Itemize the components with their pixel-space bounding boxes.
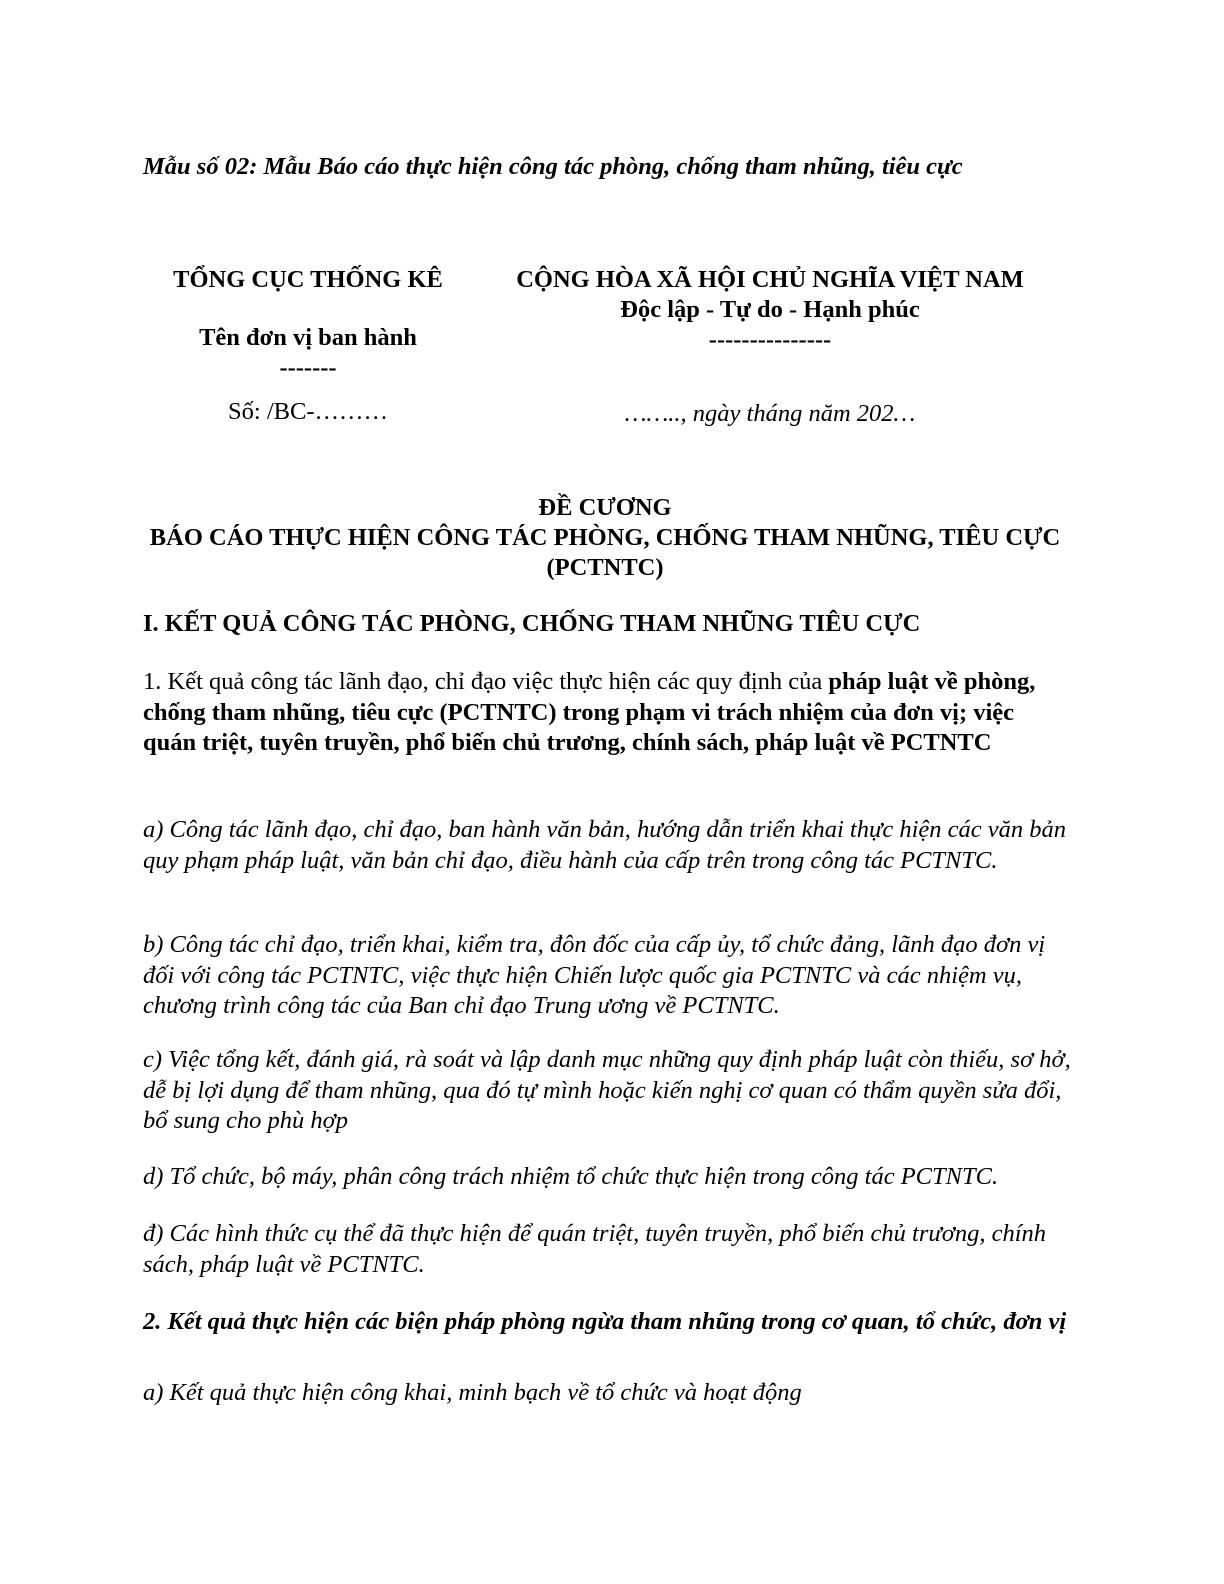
item-1-c: c) Việc tổng kết, đánh giá, rà soát và lập danh mục những quy định pháp luật còn thiếu, sơ hở, dễ bị lợi dụng để tham nhũng, qua đó tự mình hoặc kiến nghị cơ quan có thẩm quyền sửa đổi, bổ sung cho phù hợp [143, 1046, 1071, 1134]
header-right-block [490, 265, 1050, 429]
agency-name: TỔNG CỤC THỐNG KÊ [173, 266, 443, 293]
document-date: …….., ngày tháng năm 202… [624, 400, 916, 427]
item-1-dd: đ) Các hình thức cụ thể đã thực hiện để quán triệt, tuyên truyền, phổ biến chủ trương, chính sách, pháp luật về PCTNTC. [143, 1220, 1046, 1278]
item-1-lead: 1. Kết quả công tác lãnh đạo, chỉ đạo việc thực hiện các quy định của [143, 668, 829, 695]
right-divider: --------------- [708, 326, 832, 353]
section-heading: I. KẾT QUẢ CÔNG TÁC PHÒNG, CHỐNG THAM NHŨNG TIÊU CỰC [143, 610, 921, 637]
country-name: CỘNG HÒA XÃ HỘI CHỦ NGHĨA VIỆT NAM [516, 266, 1024, 293]
title-line-1: ĐỀ CƯƠNG [538, 494, 672, 521]
national-motto: Độc lập - Tự do - Hạnh phúc [620, 296, 920, 323]
document-title [143, 493, 1067, 583]
issuing-unit: Tên đơn vị ban hành [199, 324, 417, 351]
item-1-bold: pháp luật về phòng, chống tham nhũng, tiêu cực (PCTNTC) trong phạm vi trách nhiệm của đơn vị; việc quán triệt, tuyên truyền, phổ biến chủ trương, chính sách, pháp luật về PCTNTC [143, 668, 1036, 756]
item-2-a: a) Kết quả thực hiện công khai, minh bạch về tổ chức và hoạt động [143, 1379, 802, 1406]
item-1-b: b) Công tác chỉ đạo, triển khai, kiểm tra, đôn đốc của cấp ủy, tổ chức đảng, lãnh đạo đơn vị đối với công tác PCTNTC, việc thực hiện Chiến lược quốc gia PCTNTC và các nhiệm vụ, chương trình công tác của Ban chỉ đạo Trung ương về PCTNTC. [143, 931, 1046, 1019]
item-1 [143, 667, 1073, 759]
title-line-2: BÁO CÁO THỰC HIỆN CÔNG TÁC PHÒNG, CHỐNG THAM NHŨNG, TIÊU CỰC (PCTNTC) [149, 524, 1061, 581]
header-left-block [143, 265, 473, 427]
form-label: Mẫu số 02: Mẫu Báo cáo thực hiện công tác phòng, chống tham nhũng, tiêu cực [143, 153, 963, 180]
item-2: 2. Kết quả thực hiện các biện pháp phòng ngừa tham nhũng trong cơ quan, tổ chức, đơn vị [143, 1308, 1067, 1335]
document-number: Số: /BC-……… [228, 398, 388, 425]
left-divider: ------- [279, 354, 337, 381]
item-1-a: a) Công tác lãnh đạo, chỉ đạo, ban hành văn bản, hướng dẫn triển khai thực hiện các văn bản quy phạm pháp luật, văn bản chỉ đạo, điều hành của cấp trên trong công tác PCTNTC. [143, 816, 1067, 874]
item-1-d: d) Tổ chức, bộ máy, phân công trách nhiệm tổ chức thực hiện trong công tác PCTNTC. [143, 1163, 999, 1190]
